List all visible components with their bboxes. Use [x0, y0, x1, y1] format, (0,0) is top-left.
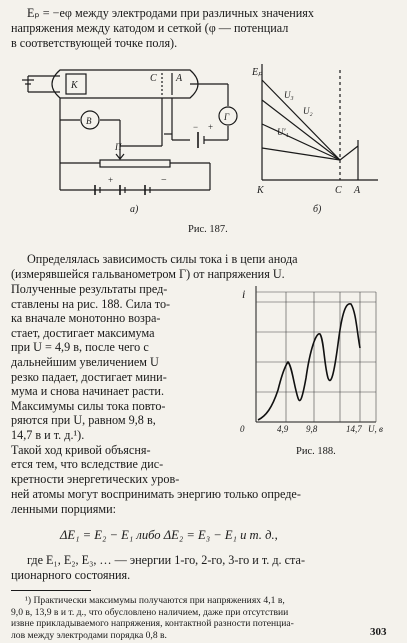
footnote-rule [11, 590, 91, 591]
axis-ep: Eₚ [252, 67, 263, 78]
left-line: Полученные результаты пред- [11, 282, 168, 296]
left-line: мума и снова начинает расти. [11, 384, 164, 399]
left-line: ряются при U, равном 9,8 в, [11, 413, 156, 428]
label-p: П [115, 142, 122, 152]
left-line: Максимумы силы тока повто- [11, 398, 166, 413]
body-left-column [11, 282, 179, 486]
tick-0: 0 [240, 424, 245, 434]
anode-battery-plus: + [208, 122, 214, 132]
left-line: ставлены на рис. 188. Сила то- [11, 296, 171, 311]
sub-b: б) [313, 204, 322, 215]
curve-u2: U₂ [303, 106, 313, 116]
label-c: C [150, 73, 157, 84]
label-b: B [86, 116, 92, 126]
caption-187: Рис. 187. [188, 224, 228, 235]
potentiometer [100, 160, 170, 167]
intro-line-1: Eₚ = −eφ между электродами при различных значениях [27, 6, 314, 20]
curve-u3: U₃ [284, 90, 294, 100]
axis-c: C [335, 185, 342, 196]
battery-plus: + [108, 175, 114, 185]
curve-u1: U′₁ [277, 127, 289, 137]
footnote-line: ¹) Практически максимумы получаются при напряжениях 4,1 в, [25, 595, 285, 606]
body-after-1: ней атомы могут воспринимать энергию только опреде- [11, 487, 301, 501]
body-end-2: ционарного состояния. [11, 568, 131, 582]
left-line: при U = 4,9 в, после чего с [11, 340, 149, 355]
tick-4-9: 4,9 [277, 424, 289, 434]
axis-i: i [242, 287, 246, 301]
figure-187 [0, 0, 407, 240]
footnote-line: 9,0 в, 13,9 в и т. д., что обусловлено наличием, даже при отсутствии [11, 606, 289, 618]
anode-battery-minus: − [193, 122, 199, 132]
page-number: 303 [370, 626, 387, 638]
left-line: ется тем, что вследствие дис- [11, 457, 164, 472]
circuit-diagram [22, 70, 237, 195]
left-line: Такой ход кривой объясня- [11, 442, 151, 457]
axis-unit: U, в [368, 424, 383, 434]
tick-14-7: 14,7 [346, 424, 362, 434]
caption-188: Рис. 188. [296, 446, 336, 457]
footnote-line: лов между электродами порядка 0,8 в. [11, 629, 167, 641]
formula: ΔE₁ = E₂ − E₁ либо ΔE₂ = E₃ − E₁ и т. д., [60, 528, 278, 542]
body-full-2: (измерявшейся гальванометром Г) от напряжения U. [11, 267, 285, 281]
plot-area [256, 286, 376, 422]
gridlines [256, 292, 376, 422]
left-line: дальнейшим увеличением U [11, 354, 159, 369]
figure-188 [236, 282, 396, 462]
axis-k: K [257, 185, 264, 196]
body-full-1: Определялась зависимость силы тока i в цепи анода [27, 252, 298, 266]
battery-minus: − [161, 175, 167, 186]
intro-line-3: в соответствующей точке поля). [11, 36, 178, 50]
left-line: ка вначале монотонно возра- [11, 311, 161, 326]
tick-9-8: 9,8 [306, 424, 318, 434]
energy-diagram [262, 64, 378, 180]
body-after-2: ленными порциями: [11, 502, 116, 516]
label-k: K [71, 80, 78, 91]
footnote-line: извне прикладываемого напряжения, контактной разности потенциа- [11, 618, 294, 630]
intro-line-2: напряжения между катодом и сеткой (φ — потенциал [11, 21, 289, 35]
sub-a: а) [130, 204, 139, 215]
axis-a: A [354, 185, 361, 196]
left-line: стает, достигает максимума [11, 325, 155, 340]
footnote [11, 595, 294, 641]
left-line: резко падает, достигает мини- [11, 369, 167, 384]
left-line: кретности энергетических уров- [11, 471, 180, 486]
left-line: 14,7 в и т. д.¹). [11, 427, 85, 442]
label-g: Г [224, 112, 230, 122]
label-a: A [176, 73, 183, 84]
body-end-1: где E₁, E₂, E₃, … — энергии 1-го, 2-го, 3-го и т. д. ста- [27, 553, 306, 567]
